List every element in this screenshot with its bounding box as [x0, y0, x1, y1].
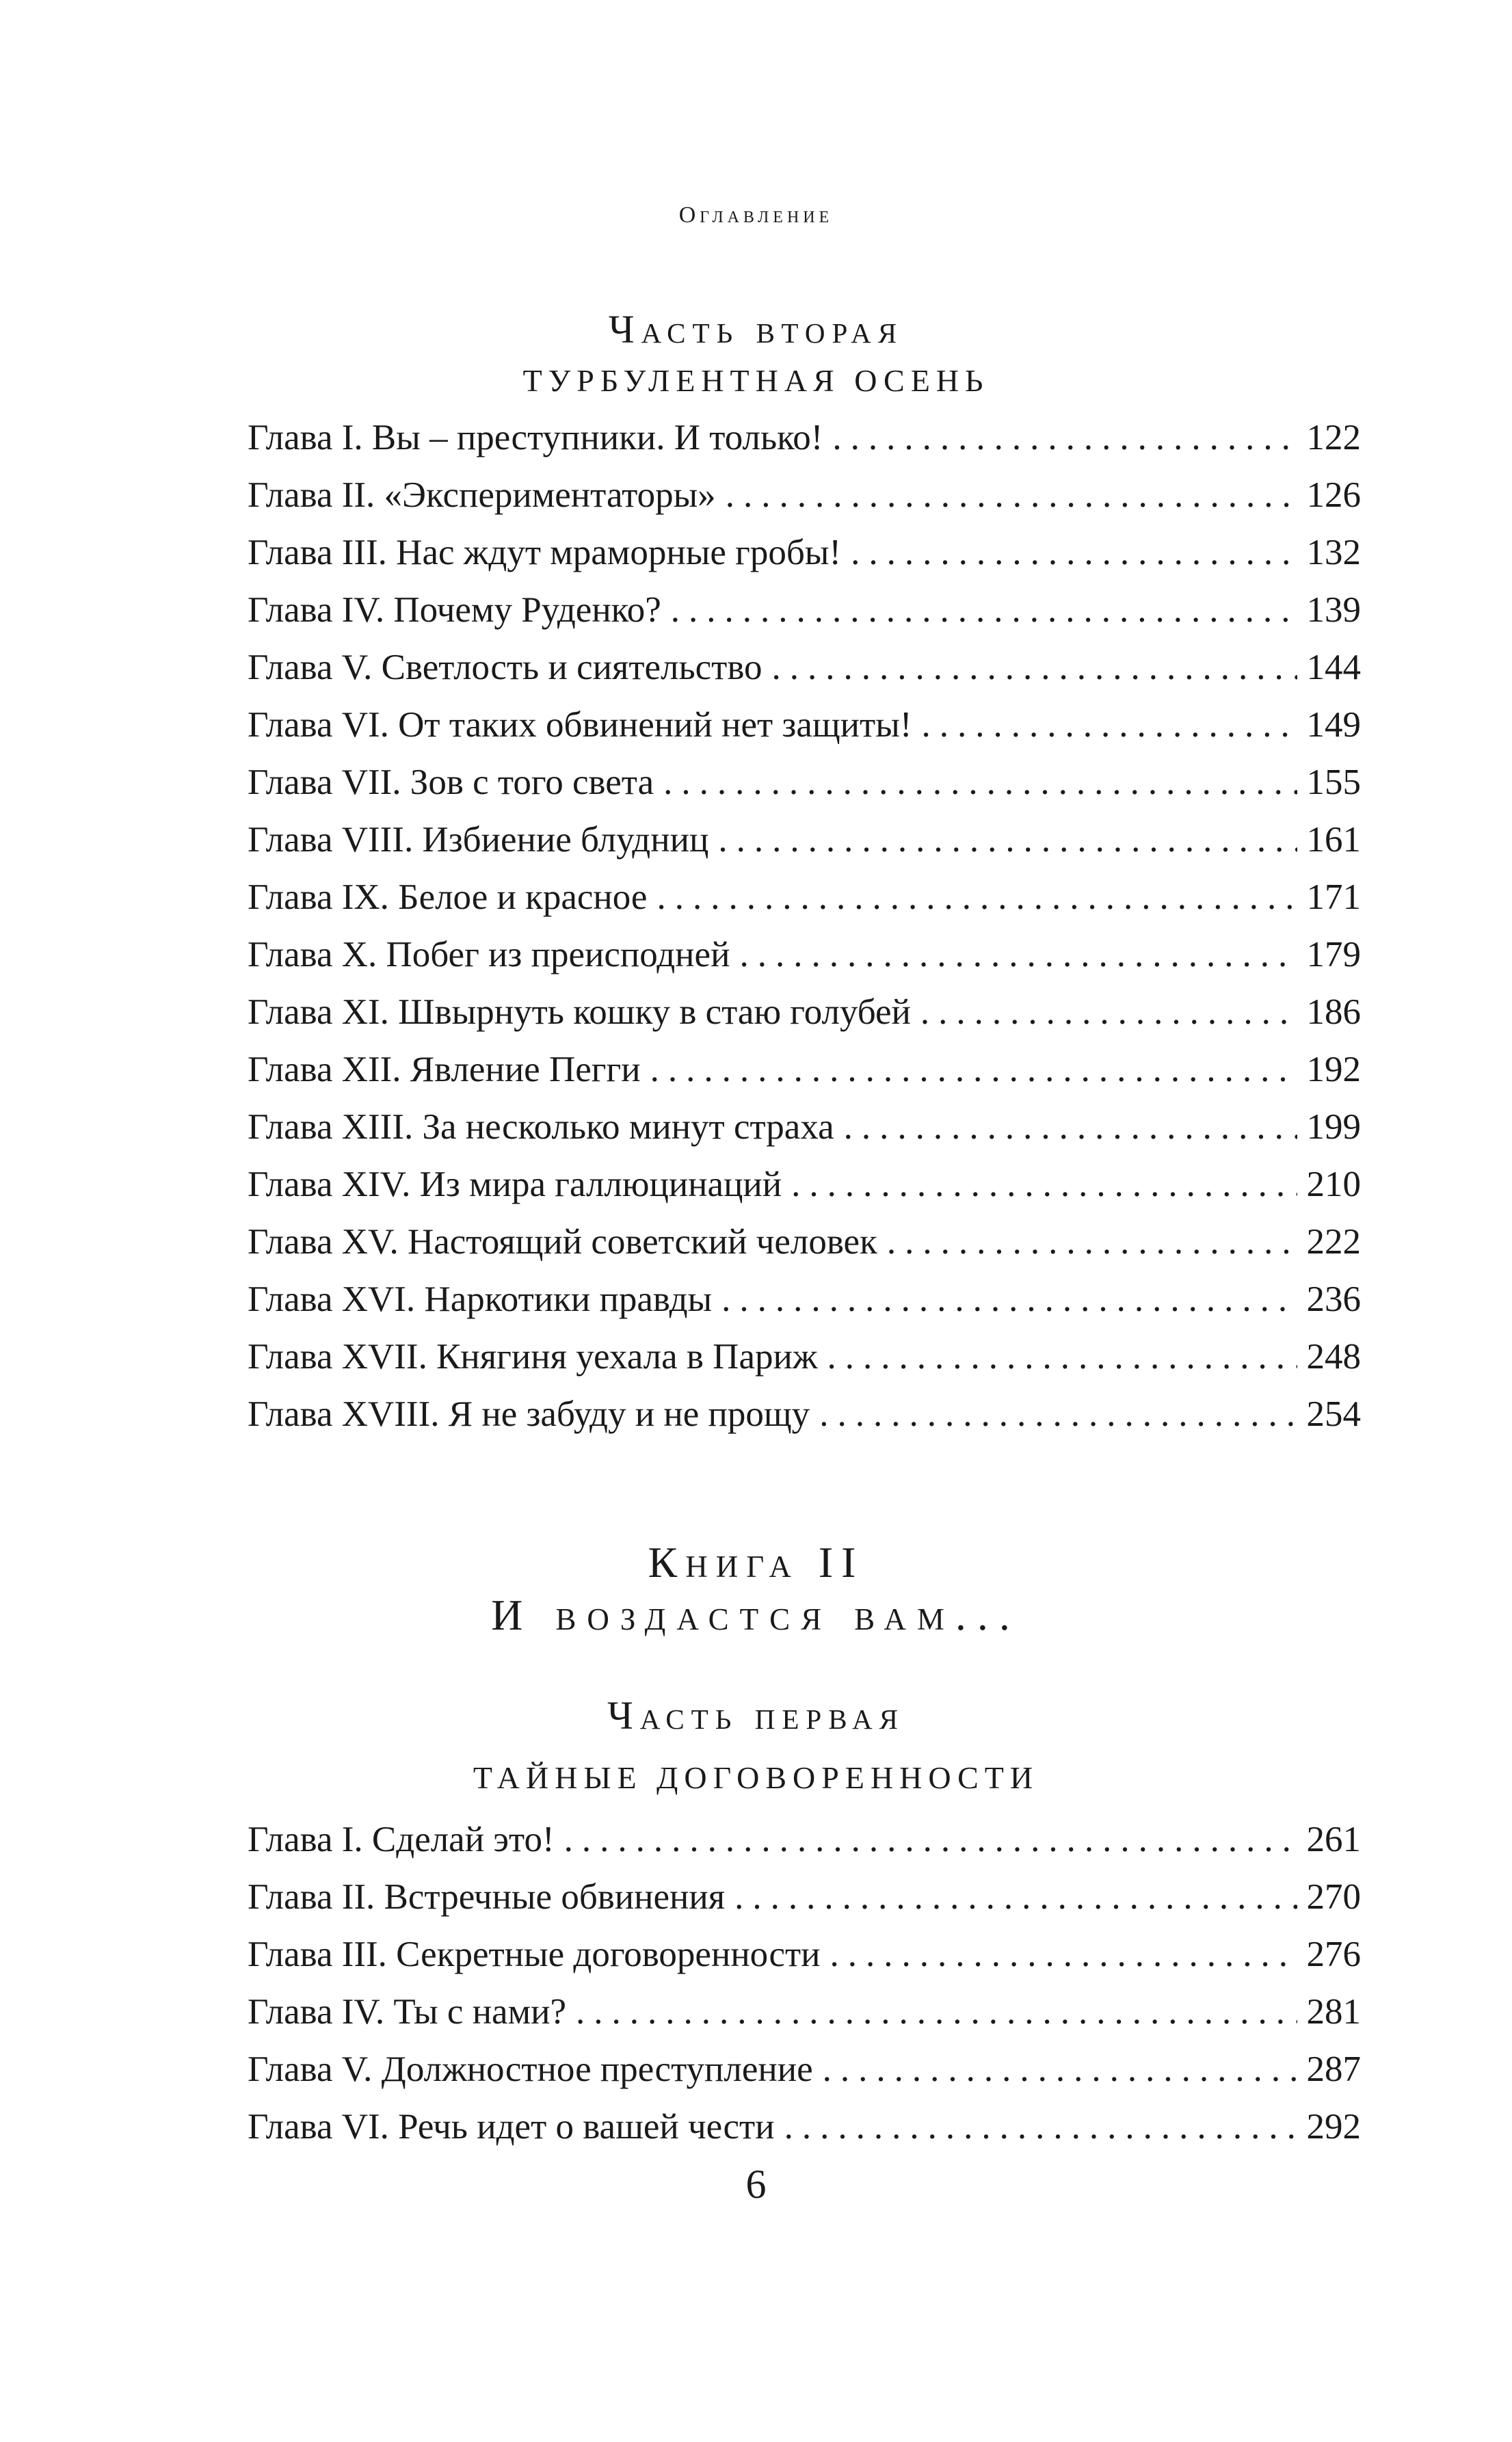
toc-entry[interactable]: [248, 581, 1361, 639]
toc-entry-title: Глава XVII. Княгиня уехала в Париж: [248, 1337, 818, 1377]
dot-leader: [832, 409, 1297, 466]
toc-entry-page: 171: [1306, 877, 1361, 917]
toc-entry-page: 161: [1306, 820, 1361, 860]
toc-entry[interactable]: [248, 1156, 1361, 1213]
dot-leader: [663, 754, 1297, 811]
dot-leader: [921, 696, 1297, 754]
dot-leader: [827, 1328, 1297, 1385]
toc-entry[interactable]: [248, 1811, 1361, 1868]
toc-entry[interactable]: [248, 696, 1361, 754]
dot-leader: [656, 868, 1297, 926]
part-one-title: ТАЙНЫЕ ДОГОВОРЕННОСТИ: [473, 1760, 1039, 1795]
toc-entry[interactable]: [248, 868, 1361, 926]
toc-entry[interactable]: [248, 639, 1361, 696]
toc-entry[interactable]: [248, 1868, 1361, 1926]
toc-entry-title: Глава VII. Зов с того света: [248, 762, 654, 802]
toc-entry-page: 248: [1306, 1337, 1361, 1377]
toc-entry-page: 236: [1306, 1279, 1361, 1319]
dot-leader: [671, 581, 1297, 639]
toc-entry[interactable]: [248, 754, 1361, 811]
dot-leader: [721, 1271, 1297, 1328]
toc-entry[interactable]: [248, 409, 1361, 466]
toc-entry[interactable]: [248, 1271, 1361, 1328]
toc-entry-title: Глава XVIII. Я не забуду и не прощу: [248, 1394, 810, 1434]
dot-leader: [823, 2041, 1297, 2098]
dot-leader: [791, 1156, 1297, 1213]
running-head: Оглавление: [678, 202, 834, 228]
toc-entry-page: 261: [1306, 1820, 1361, 1859]
toc-entry-page: 122: [1306, 418, 1361, 457]
toc-entry-title: Глава VI. От таких обвинений нет защиты!: [248, 705, 912, 745]
toc-entry-page: 149: [1306, 705, 1361, 745]
part-one-heading: Часть первая: [607, 1693, 905, 1738]
toc-entry[interactable]: [248, 1926, 1361, 1983]
toc-entry[interactable]: [248, 926, 1361, 983]
toc-entry-title: Глава XV. Настоящий советский человек: [248, 1222, 877, 1262]
toc-entry-title: Глава XI. Швырнуть кошку в стаю голубей: [248, 992, 911, 1032]
toc-entry-page: 199: [1306, 1107, 1361, 1147]
dot-leader: [576, 1983, 1297, 2041]
toc-entry-title: Глава XII. Явление Пегги: [248, 1050, 641, 1089]
toc-entry-title: Глава III. Нас ждут мраморные гробы!: [248, 533, 842, 572]
toc-entry-page: 192: [1306, 1050, 1361, 1089]
toc-entry[interactable]: [248, 2041, 1361, 2098]
toc-entry-page: 222: [1306, 1222, 1361, 1262]
toc-entry-title: Глава X. Побег из преисподней: [248, 935, 730, 974]
dot-leader: [830, 1926, 1297, 1983]
toc-entry-title: Глава IX. Белое и красное: [248, 877, 648, 917]
toc-entry-title: Глава I. Сделай это!: [248, 1820, 555, 1859]
toc-entry-page: 287: [1306, 2049, 1361, 2089]
dot-leader: [844, 1098, 1297, 1156]
toc-entry-page: 210: [1306, 1165, 1361, 1204]
dot-leader: [920, 983, 1297, 1041]
toc-entry-page: 276: [1306, 1935, 1361, 1974]
toc-entry-page: 139: [1306, 590, 1361, 630]
toc-entry-title: Глава II. «Экспериментаторы»: [248, 475, 716, 515]
toc-entry[interactable]: [248, 983, 1361, 1041]
toc-entry-page: 132: [1306, 533, 1361, 572]
toc-entry[interactable]: [248, 1213, 1361, 1271]
part-two-heading: Часть вторая: [608, 307, 904, 351]
dot-leader: [819, 1385, 1297, 1443]
toc-entry[interactable]: [248, 2098, 1361, 2155]
toc-entry[interactable]: [248, 1098, 1361, 1156]
toc-entry-title: Глава IV. Почему Руденко?: [248, 590, 661, 630]
toc-entry[interactable]: [248, 811, 1361, 868]
toc-entry[interactable]: [248, 1041, 1361, 1098]
toc-entry[interactable]: [248, 1328, 1361, 1385]
toc-entry-title: Глава VI. Речь идет о вашей чести: [248, 2107, 775, 2147]
part-one-toc: [248, 1811, 1361, 2155]
part-two-toc: [248, 409, 1361, 1443]
toc-entry-title: Глава V. Должностное преступление: [248, 2049, 813, 2089]
dot-leader: [650, 1041, 1297, 1098]
toc-entry-title: Глава XIII. За несколько минут страха: [248, 1107, 834, 1147]
dot-leader: [734, 1868, 1297, 1926]
page-number: 6: [745, 2162, 767, 2207]
toc-entry-title: Глава XVI. Наркотики правды: [248, 1279, 713, 1319]
toc-entry-title: Глава V. Светлость и сиятельство: [248, 648, 762, 687]
dot-leader: [564, 1811, 1297, 1868]
toc-entry-page: 292: [1306, 2107, 1361, 2147]
toc-entry-title: Глава III. Секретные договоренности: [248, 1935, 821, 1974]
toc-entry-title: Глава XIV. Из мира галлюцинаций: [248, 1165, 782, 1204]
toc-entry-page: 254: [1306, 1394, 1361, 1434]
toc-entry-page: 281: [1306, 1992, 1361, 2032]
dot-leader: [726, 466, 1297, 524]
toc-entry-page: 144: [1306, 648, 1361, 687]
dot-leader: [887, 1213, 1297, 1271]
part-two-title: ТУРБУЛЕНТНАЯ ОСЕНЬ: [522, 363, 990, 398]
dot-leader: [772, 639, 1297, 696]
toc-entry-title: Глава I. Вы – преступники. И только!: [248, 418, 823, 457]
book-two-heading: Книга II: [648, 1538, 864, 1587]
toc-entry-title: Глава VIII. Избиение блудниц: [248, 820, 709, 860]
toc-entry-title: Глава IV. Ты с нами?: [248, 1992, 567, 2032]
dot-leader: [784, 2098, 1297, 2155]
toc-entry-page: 270: [1306, 1877, 1361, 1917]
book-two-subtitle: И воздастся вам...: [491, 1591, 1021, 1639]
dot-leader: [718, 811, 1297, 868]
toc-entry-title: Глава II. Встречные обвинения: [248, 1877, 726, 1917]
toc-entry[interactable]: [248, 1385, 1361, 1443]
toc-entry-page: 155: [1306, 762, 1361, 802]
toc-entry-page: 126: [1306, 475, 1361, 515]
dot-leader: [739, 926, 1297, 983]
toc-entry-page: 186: [1306, 992, 1361, 1032]
dot-leader: [851, 524, 1297, 581]
toc-entry-page: 179: [1306, 935, 1361, 974]
toc-entry[interactable]: [248, 466, 1361, 524]
toc-entry[interactable]: [248, 1983, 1361, 2041]
toc-entry[interactable]: [248, 524, 1361, 581]
